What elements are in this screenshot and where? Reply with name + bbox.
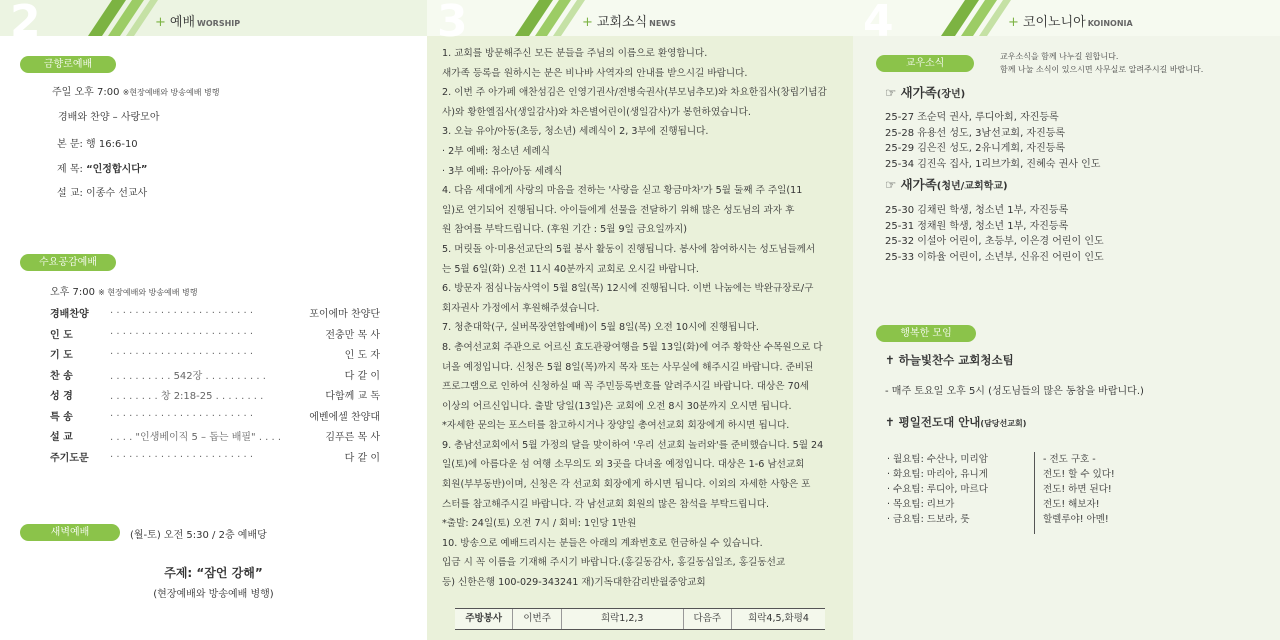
- section-title: + 교회소식 NEWS: [582, 15, 676, 30]
- news-line: 4. 다음 세대에게 사랑의 마음을 전하는 '사랑을 싣고 황금마차'가 5월 둘째 주 주일(11: [442, 185, 803, 197]
- gathering-pill: 행복한 모임: [876, 325, 976, 342]
- list-item: 25-32 이설아 어린이, 초등부, 이은경 어린이 인도: [885, 236, 1104, 247]
- order-detail: . . . . . . . . . . . . . . . . . . . . . . .: [110, 407, 254, 419]
- list-item: 전도! 해보자!: [1043, 499, 1100, 510]
- section-number: 3: [437, 0, 468, 47]
- list-item: · 월요팀: 수산나, 미리암: [887, 454, 988, 465]
- list-item: 25-31 정채원 학생, 청소년 1부, 자진등록: [885, 220, 1069, 232]
- order-label: 특 송: [50, 411, 73, 423]
- news-line: 이상의 어르신입니다. 출발 당일(13일)은 교회에 오전 8시 30분까지 오시면 됩니다.: [442, 400, 792, 412]
- order-leader: 다 같 이: [344, 370, 380, 382]
- list-item: 25-28 유용선 성도, 3남선교회, 자진등록: [885, 127, 1066, 139]
- sunday-worship-pill: 금향로예배: [20, 56, 116, 73]
- news-line: 회자권사 가정에서 후원해주셨습니다.: [442, 302, 600, 314]
- news-header: [427, 0, 853, 47]
- news-line: 일(토)에 아름다운 섬 여행 소무의도 외 3곳을 다녀올 예정입니다. 대상은 1-6 남선교회: [442, 459, 805, 471]
- news-line: 사)와 황한엘집사(생일감사)와 차은별어린이(생일감사)가 봉헌하였습니다.: [442, 106, 751, 118]
- list-item: 25-34 김진옥 집사, 1리브가회, 진혜숙 권사 인도: [885, 158, 1101, 170]
- news-line: 녀올 예정입니다. 신청은 5월 8일(목)까지 목자 또는 사무실에 해주시길 바랍니다. 준비된: [442, 361, 814, 373]
- news-line: 프로그램으로 인하여 신청하실 때 꼭 주민등록번호를 알려주시길 바랍니다. 대상은 70세: [442, 381, 810, 393]
- order-detail: . . . . . . . . . . . . . . . . . . . . . . .: [110, 305, 254, 316]
- order-detail: . . . . . . . . . . . . . . . . . . . . . . .: [110, 448, 254, 460]
- order-detail: . . . . . . . . . . . . . . . . . . . . . . .: [110, 325, 254, 337]
- order-label: 찬 송: [50, 370, 73, 382]
- order-row: [50, 387, 380, 405]
- news-line: 회원(부부동반)이며, 신청은 각 선교회 회장에게 하시면 됩니다. 이외의 자세한 사항은 포: [442, 479, 811, 491]
- news-list: [442, 44, 842, 593]
- list-item: · 수요팀: 루디아, 마르다: [887, 484, 988, 495]
- order-detail: . . . . "인생베이직 5 – 돕는 배필" . . . .: [110, 432, 282, 443]
- order-row: [50, 449, 380, 467]
- news-line: 스터를 참고해주시길 바랍니다. 각 남선교회 회원의 많은 참석을 부탁드립니다.: [442, 498, 770, 510]
- section-title: + 코이노니아 KOINONIA: [1008, 15, 1133, 30]
- list-item: 25-29 김은진 성도, 2유니게회, 자진등록: [885, 143, 1066, 154]
- sunday-time: 주일 오후 7:00 ※현장예배와 방송예배 병행: [52, 87, 220, 98]
- order-leader: 김푸른 목 사: [325, 432, 380, 443]
- news-line: 원 참여를 부탁드립니다. (후원 기간 : 5월 9일 금요일까지): [442, 224, 687, 236]
- news-line: · 2부 예배: 청소년 세례식: [442, 145, 550, 157]
- service-label: 주방봉사: [455, 609, 513, 629]
- list-item: · 금요팀: 드보라, 룻: [887, 514, 970, 525]
- sunday-preacher: 설 교: 이종수 선교사: [57, 188, 148, 199]
- worship-panel: [0, 0, 427, 640]
- newcomers-youth-title: ☞ 새가족(청년/교회학교): [885, 177, 1008, 192]
- kitchen-service-table: [455, 608, 825, 630]
- order-detail: . . . . . . . . . . 542장 . . . . . . . . . .: [110, 370, 266, 382]
- wednesday-time: 오후 7:00 ※ 현장예배와 방송예배 병행: [50, 287, 198, 298]
- news-line: 는 5월 6일(화) 오전 11시 40분까지 교회로 오시길 바랍니다.: [442, 263, 699, 275]
- this-week-team: 희락1,2,3: [562, 609, 684, 629]
- section-title: + 예배 WORSHIP: [155, 15, 241, 30]
- list-item: 할렐루야! 아멘!: [1043, 514, 1109, 525]
- order-label: 인 도: [50, 329, 73, 341]
- koinonia-intro-1: 교우소식을 함께 나누길 원합니다.: [1000, 52, 1119, 61]
- order-leader: 다 같 이: [344, 452, 380, 464]
- list-item: · 화요팀: 마리아, 유니게: [887, 469, 988, 480]
- news-line: · 3부 예배: 유아/아동 세례식: [442, 165, 563, 177]
- evangelism-title: ✝ 평일전도대 안내(담당선교회): [885, 415, 1027, 429]
- koinonia-intro-2: 함께 나눌 소식이 있으시면 사무실로 알려주시길 바랍니다.: [1000, 65, 1204, 74]
- sunday-praise: 경배와 찬양 – 사랑모아: [58, 112, 160, 123]
- stripe-decoration-icon: [78, 0, 158, 36]
- news-line: *자세한 문의는 포스터를 참고하시거나 장양일 총여선교회 회장에게 하시면 됩니다.: [442, 420, 790, 432]
- news-line: 입금 시 꼭 이름을 기재해 주시기 바랍니다.(홍길동감사, 홍길동십일조, 홍길동선교: [442, 557, 786, 569]
- dawn-theme: 주제: “잠언 강해”: [164, 566, 263, 580]
- order-row: [50, 346, 380, 364]
- order-detail: . . . . . . . . 창 2:18-25 . . . . . . . .: [110, 391, 264, 402]
- news-line: 2. 이번 주 아가페 애찬섬김은 인영기권사/전병숙권사(부모님추모)와 차요한집사(창립기념감: [442, 87, 827, 99]
- news-line: 5. 머릿돌 아·미용선교단의 5월 봉사 활동이 진행됩니다. 봉사에 참여하시는 성도님들께서: [442, 243, 816, 255]
- order-row: [50, 367, 380, 385]
- order-leader: 다함께 교 독: [325, 391, 380, 402]
- list-item: 25-27 조순덕 권사, 루디아회, 자진등록: [885, 112, 1059, 123]
- sunday-scripture: 본 문: 행 16:6-10: [57, 139, 138, 150]
- list-item: 25-30 김채린 학생, 청소년 1부, 자진등록: [885, 205, 1069, 216]
- koinonia-header: [853, 0, 1280, 47]
- list-item: 전도! 할 수 있다!: [1043, 469, 1115, 480]
- order-label: 성 경: [50, 391, 73, 402]
- order-row: [50, 408, 380, 426]
- order-row: [50, 305, 380, 323]
- news-line: 1. 교회를 방문해주신 모든 분들을 주님의 이름으로 환영합니다.: [442, 48, 708, 59]
- order-detail: . . . . . . . . . . . . . . . . . . . . . . .: [110, 346, 254, 357]
- order-label: 주기도문: [50, 452, 89, 464]
- list-item: - 전도 구호 -: [1043, 454, 1096, 465]
- order-leader: 포이에마 찬양단: [309, 309, 380, 320]
- dawn-theme-note: (현장예배와 방송예배 병행): [153, 589, 274, 600]
- news-line: 6. 방문자 점심나눔사역이 5월 8일(목) 12시에 진행됩니다. 이번 나눔에는 박완규장로/구: [442, 283, 814, 295]
- list-item: 전도! 하면 된다!: [1043, 484, 1112, 495]
- order-leader: 에벤에셀 찬양대: [309, 411, 380, 423]
- list-item: · 목요팀: 리브가: [887, 499, 955, 510]
- divider: [1034, 452, 1035, 534]
- next-week-label: 다음주: [684, 609, 732, 629]
- newcomers-adult-title: ☞ 새가족(장년): [885, 85, 966, 100]
- stripe-decoration-icon: [505, 0, 585, 36]
- dawn-time: (월-토) 오전 5:30 / 2층 예배당: [130, 530, 267, 541]
- member-news-pill: 교우소식: [876, 55, 974, 72]
- order-label: 설 교: [50, 432, 73, 443]
- list-item: 25-33 이하율 어린이, 소년부, 신유진 어린이 인도: [885, 251, 1104, 263]
- order-label: 경배찬양: [50, 309, 89, 320]
- dawn-worship-pill: 새벽예배: [20, 524, 120, 541]
- news-line: 새가족 등록을 원하시는 분은 비나바 사역자의 안내를 받으시길 바랍니다.: [442, 67, 748, 79]
- order-row: [50, 326, 380, 344]
- news-line: 일)로 연기되어 진행됩니다. 아이들에게 선물을 전달하기 위해 많은 성도님의 과자 후: [442, 204, 795, 216]
- next-week-team: 희락4,5,화평4: [748, 613, 809, 624]
- news-line: 8. 총여선교회 주관으로 어르신 효도관광여행을 5월 13일(화)에 여주 황학산 수목원으로 다: [442, 341, 823, 353]
- news-line: *출발: 24일(토) 오전 7시 / 회비: 1인당 1만원: [442, 518, 637, 530]
- news-line: 등) 신한은행 100-029-343241 재)기독대한감리반월중앙교회: [442, 577, 706, 589]
- news-line: 9. 총남선교회에서 5월 가정의 달을 맞이하여 '우리 선교회 놀러와'를 준비했습니다. 5월 24: [442, 439, 824, 451]
- wednesday-worship-pill: 수요공감예배: [20, 254, 116, 271]
- order-leader: 전충만 목 사: [325, 329, 380, 341]
- news-line: 3. 오늘 유아/아동(초등, 청소년) 세례식이 2, 3부에 진행됩니다.: [442, 126, 709, 138]
- worship-header: [0, 0, 427, 47]
- cleaning-team-desc: - 매주 토요일 오후 5시 (성도님들의 많은 동참을 바랍니다.): [885, 386, 1144, 397]
- order-leader: 인 도 자: [344, 350, 380, 361]
- order-row: [50, 428, 380, 446]
- order-label: 기 도: [50, 350, 73, 361]
- section-number: 2: [10, 0, 41, 47]
- cleaning-team-title: ✝ 하늘빛찬수 교회청소팀: [885, 353, 1014, 367]
- stripe-decoration-icon: [931, 0, 1011, 36]
- section-number: 4: [863, 0, 894, 47]
- news-line: 7. 청춘대학(구, 실버목장연합예배)이 5월 8일(목) 오전 10시에 진행됩니다.: [442, 322, 759, 334]
- news-line: 10. 방송으로 예배드리시는 분들은 아래의 계좌번호로 헌금하실 수 있습니다.: [442, 537, 763, 549]
- sunday-sermon-title: 제 목: “인정합시다”: [57, 164, 148, 175]
- this-week-label: 이번주: [513, 609, 561, 629]
